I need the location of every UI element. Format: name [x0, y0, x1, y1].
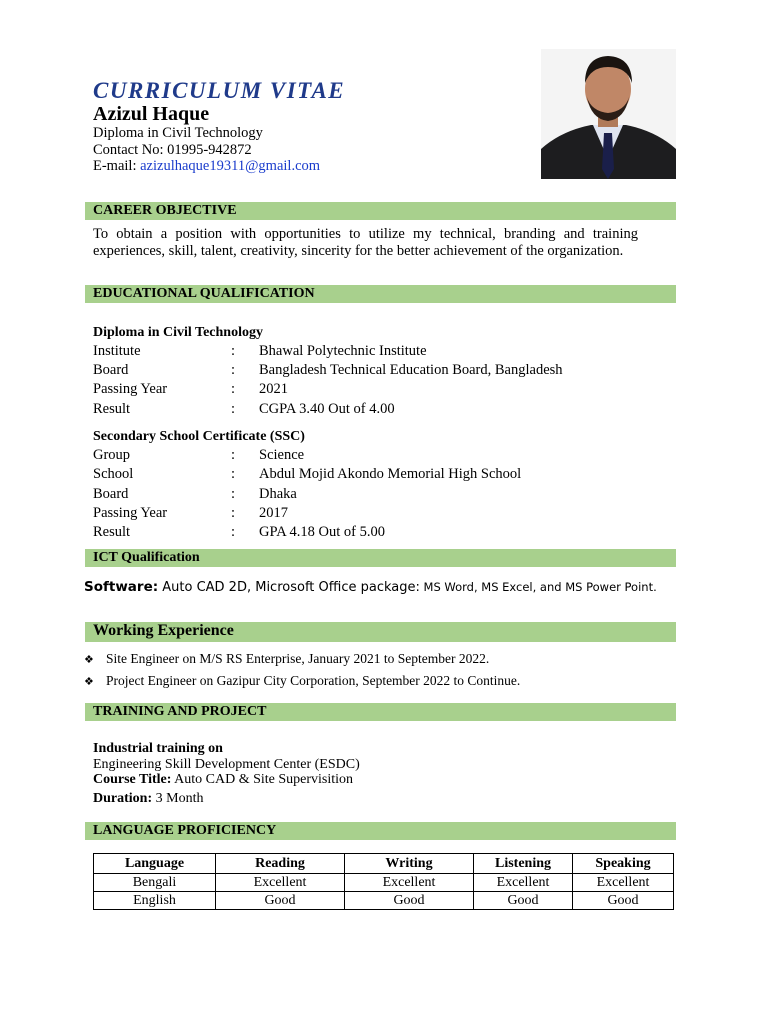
row-key: Institute: [93, 343, 141, 359]
degree: Diploma in Civil Technology: [93, 125, 263, 141]
software-detail: MS Word, MS Excel, and MS Power Point.: [419, 580, 657, 594]
row-colon: :: [231, 362, 236, 378]
info-row: [93, 362, 653, 381]
email-link[interactable]: azizulhaque19311@gmail.com: [140, 158, 321, 174]
row-value: CGPA 3.40 Out of 4.00: [259, 401, 395, 417]
row-value: GPA 4.18 Out of 5.00: [259, 524, 385, 540]
experience-text: Project Engineer on Gazipur City Corporation, September 2022 to Continue.: [106, 673, 521, 688]
info-row: [93, 401, 653, 420]
experience-item: [84, 673, 520, 689]
cv-title: CURRICULUM VITAE: [93, 78, 346, 103]
row-colon: :: [231, 524, 236, 540]
column-header: Reading: [216, 854, 345, 874]
course-value: Auto CAD & Site Supervisition: [171, 772, 354, 787]
language-table: [93, 853, 674, 910]
table-cell: Excellent: [345, 874, 474, 892]
column-header: Speaking: [573, 854, 674, 874]
column-header: Language: [94, 854, 216, 874]
column-header: Writing: [345, 854, 474, 874]
table-cell: Excellent: [573, 874, 674, 892]
row-colon: :: [231, 466, 236, 482]
table-row: [94, 874, 674, 892]
row-value: 2017: [259, 505, 288, 521]
row-key: Result: [93, 401, 131, 417]
table-cell: Excellent: [474, 874, 573, 892]
section-heading: CAREER OBJECTIVE: [93, 203, 237, 218]
section-ict: [85, 549, 676, 567]
row-colon: :: [231, 401, 236, 417]
info-row: [93, 524, 653, 543]
row-key: Group: [93, 447, 131, 463]
section-heading: LANGUAGE PROFICIENCY: [93, 823, 277, 838]
row-colon: :: [231, 486, 236, 502]
info-row: [93, 447, 653, 466]
row-value: Bhawal Polytechnic Institute: [259, 343, 427, 359]
table-cell: Good: [573, 892, 674, 910]
row-value: Bangladesh Technical Education Board, Bangladesh: [259, 362, 563, 378]
info-row: [93, 505, 653, 524]
row-value: Dhaka: [259, 486, 297, 502]
duration: [93, 791, 203, 807]
training-title: Industrial training on: [93, 741, 223, 756]
experience-text: Site Engineer on M/S RS Enterprise, January 2021 to September 2022.: [106, 651, 490, 666]
table-cell: Good: [216, 892, 345, 910]
section-heading: EDUCATIONAL QUALIFICATION: [93, 286, 315, 301]
row-key: Passing Year: [93, 505, 168, 521]
row-key: Result: [93, 524, 131, 540]
table-cell: Good: [474, 892, 573, 910]
section-career-objective: [85, 202, 676, 220]
section-heading: TRAINING AND PROJECT: [93, 704, 267, 719]
section-heading: Working Experience: [93, 622, 234, 639]
section-education: [85, 285, 676, 303]
bullet-icon: ❖: [84, 654, 94, 666]
profile-photo-graphic: [541, 49, 676, 179]
row-colon: :: [231, 505, 236, 521]
row-key: School: [93, 466, 134, 482]
duration-value: 3 Month: [152, 791, 204, 806]
row-value: 2021: [259, 381, 288, 397]
section-working-experience: [85, 622, 676, 642]
software-line: [84, 579, 674, 596]
row-key: Board: [93, 362, 129, 378]
course-title: [93, 772, 353, 788]
table-cell: Good: [345, 892, 474, 910]
software-label: Software:: [84, 579, 159, 595]
experience-item: [84, 651, 489, 667]
row-colon: :: [231, 381, 236, 397]
duration-label: Duration:: [93, 791, 153, 806]
bullet-icon: ❖: [84, 676, 94, 688]
diploma-title: Diploma in Civil Technology: [93, 325, 263, 340]
ssc-title: Secondary School Certificate (SSC): [93, 429, 305, 444]
row-key: Board: [93, 486, 129, 502]
training-center: Engineering Skill Development Center (ESDC): [93, 757, 360, 772]
section-language: [85, 822, 676, 840]
software-main: Auto CAD 2D, Microsoft Office package:: [158, 580, 420, 595]
table-cell: Bengali: [94, 874, 216, 892]
column-header: Listening: [474, 854, 573, 874]
info-row: [93, 343, 653, 362]
contact: Contact No: 01995-942872: [93, 142, 252, 158]
section-heading: ICT Qualification: [93, 550, 200, 565]
profile-photo: [541, 49, 676, 179]
info-row: [93, 486, 653, 505]
table-row: [94, 892, 674, 910]
email-label: E-mail:: [93, 158, 141, 174]
section-training: [85, 703, 676, 721]
career-objective-text: To obtain a position with opportunities to utilize my technical, branding and training experiences, skill, talent, creativity, sincerity for the better achievement of the organization.: [93, 226, 638, 259]
row-value: Science: [259, 447, 305, 463]
table-cell: English: [94, 892, 216, 910]
row-colon: :: [231, 447, 236, 463]
row-value: Abdul Mojid Akondo Memorial High School: [259, 466, 522, 482]
info-row: [93, 381, 653, 400]
course-label: Course Title:: [93, 772, 172, 787]
info-row: [93, 466, 653, 485]
table-header-row: [94, 854, 674, 874]
row-colon: :: [231, 343, 236, 359]
email-line: [93, 158, 320, 175]
row-key: Passing Year: [93, 381, 168, 397]
candidate-name: Azizul Haque: [93, 103, 210, 125]
table-cell: Excellent: [216, 874, 345, 892]
